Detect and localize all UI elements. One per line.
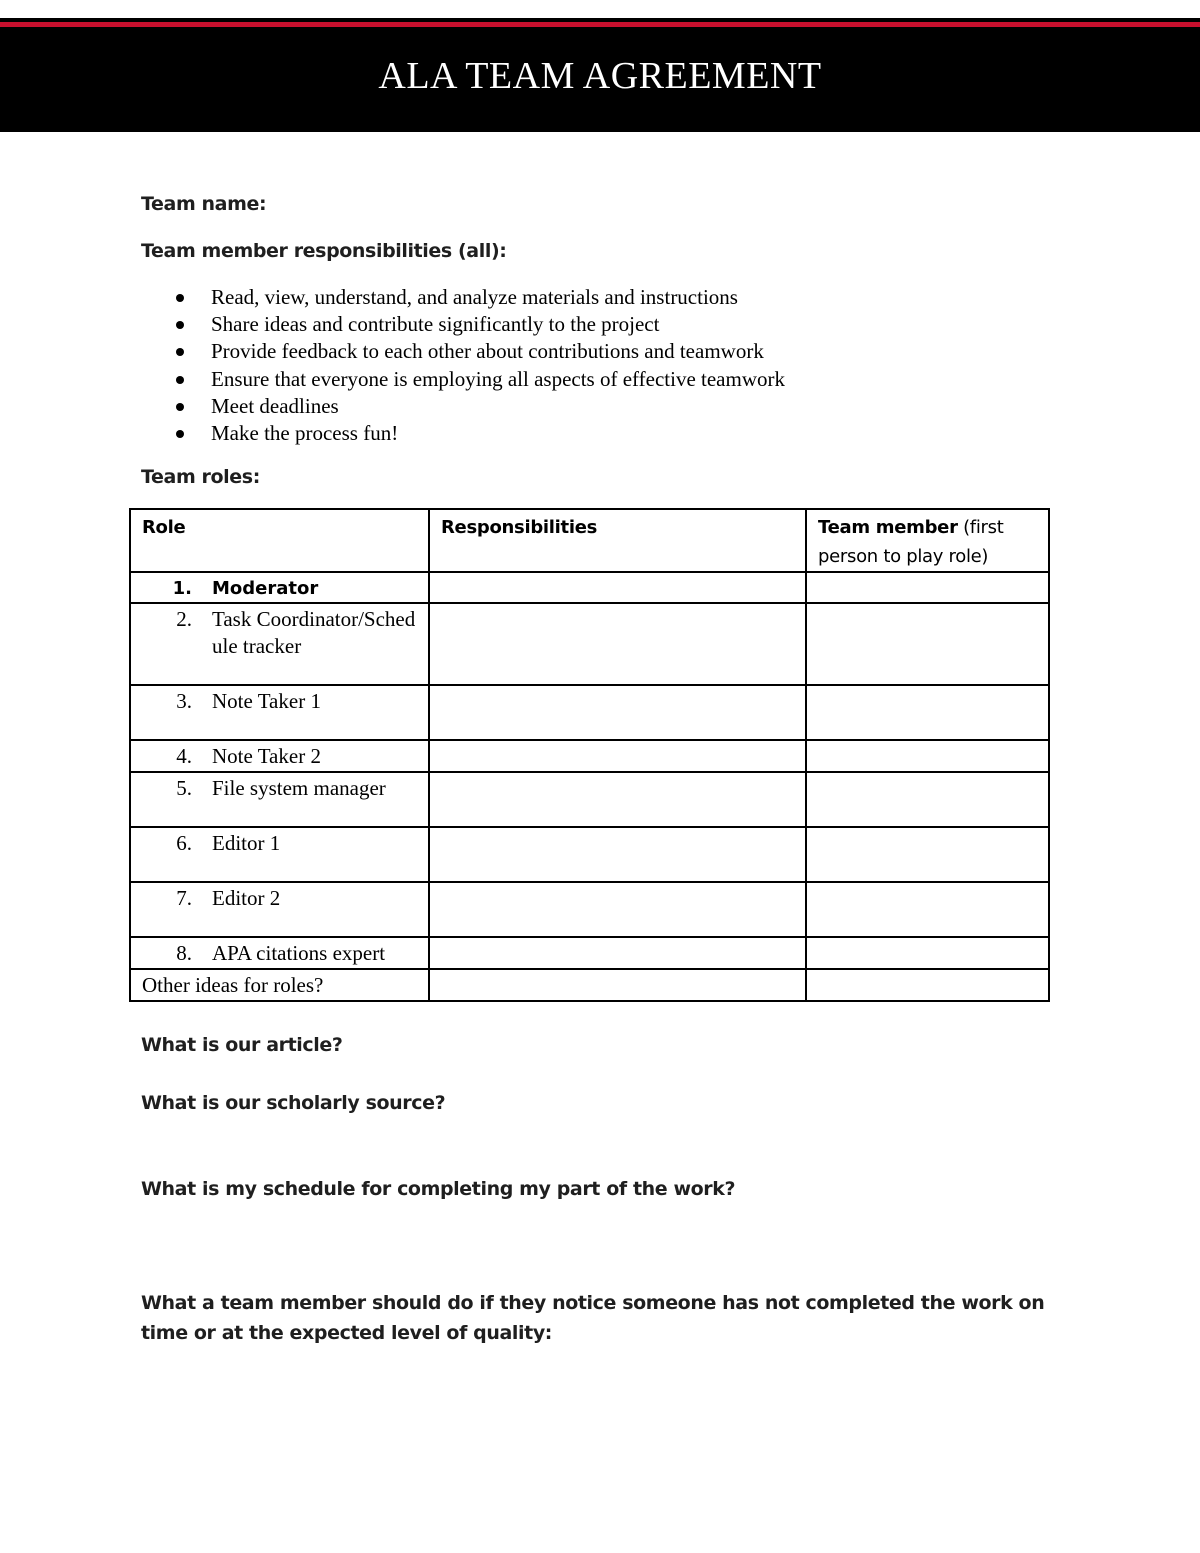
bullet-icon	[176, 348, 184, 356]
role-name: Editor 2	[212, 886, 281, 910]
role-number: 7.	[176, 886, 192, 910]
responsibilities-cell[interactable]	[429, 827, 806, 882]
role-name: Task Coordinator/Schedule tracker	[212, 607, 416, 658]
role-cell	[130, 572, 429, 603]
role-name: Moderator	[212, 578, 319, 599]
role-name: APA citations expert	[212, 941, 386, 965]
responsibilities-list	[172, 284, 785, 447]
role-number: 8.	[176, 941, 192, 965]
header-team-member-bold: Team member	[818, 517, 958, 538]
role-number: 3.	[176, 689, 192, 713]
list-item	[172, 393, 785, 420]
list-item	[172, 420, 785, 447]
team-member-cell[interactable]	[806, 772, 1049, 827]
team-member-cell[interactable]	[806, 572, 1049, 603]
header-responsibilities: Responsibilities	[429, 509, 806, 572]
responsibilities-cell[interactable]	[429, 772, 806, 827]
header-team-member	[806, 509, 1049, 572]
team-member-cell[interactable]	[806, 937, 1049, 969]
table-row	[130, 772, 1049, 827]
role-cell	[130, 772, 429, 827]
role-number: 2.	[176, 607, 192, 631]
table-row	[130, 685, 1049, 740]
team-member-cell[interactable]	[806, 603, 1049, 685]
responsibilities-cell[interactable]	[429, 572, 806, 603]
role-name: Editor 1	[212, 831, 281, 855]
list-item-text: Share ideas and contribute significantly to the project	[211, 312, 660, 337]
role-number: 5.	[176, 776, 192, 800]
table-row	[130, 740, 1049, 772]
list-item-text: Ensure that everyone is employing all aspects of effective teamwork	[211, 366, 785, 391]
table-row	[130, 603, 1049, 685]
responsibilities-cell[interactable]	[429, 937, 806, 969]
question-article: What is our article?	[141, 1034, 343, 1056]
role-cell	[130, 685, 429, 740]
question-schedule: What is my schedule for completing my part of the work?	[141, 1178, 736, 1200]
role-cell	[130, 937, 429, 969]
list-item-text: Make the process fun!	[211, 421, 399, 446]
responsibilities-cell[interactable]	[429, 603, 806, 685]
responsibilities-cell[interactable]	[429, 685, 806, 740]
role-cell	[130, 827, 429, 882]
question-quality: What a team member should do if they notice someone has not completed the work on time or at the expected level of quality:	[141, 1292, 1045, 1344]
team-member-cell[interactable]	[806, 969, 1049, 1001]
header-stripe	[0, 22, 1200, 27]
team-member-cell[interactable]	[806, 740, 1049, 772]
page-title: ALA TEAM AGREEMENT	[378, 55, 822, 97]
question-scholarly-source: What is our scholarly source?	[141, 1092, 446, 1114]
responsibilities-cell[interactable]	[429, 882, 806, 937]
role-number: 4.	[176, 744, 192, 768]
other-roles-cell	[130, 969, 429, 1001]
role-name: Note Taker 1	[212, 689, 321, 713]
bullet-icon	[176, 376, 184, 384]
roles-table	[129, 508, 1050, 1002]
role-number: 1.	[172, 578, 192, 599]
bullet-icon	[176, 294, 184, 302]
bullet-icon	[176, 321, 184, 329]
list-item-text: Provide feedback to each other about contributions and teamwork	[211, 339, 764, 364]
team-name-label: Team name:	[141, 193, 267, 215]
table-header-row	[130, 509, 1049, 572]
other-roles-label: Other ideas for roles?	[142, 973, 324, 997]
table-row	[130, 937, 1049, 969]
role-cell	[130, 882, 429, 937]
role-name: Note Taker 2	[212, 744, 321, 768]
table-row	[130, 882, 1049, 937]
table-row	[130, 572, 1049, 603]
list-item	[172, 284, 785, 311]
list-item	[172, 338, 785, 365]
list-item-text: Meet deadlines	[211, 393, 339, 418]
table-row	[130, 969, 1049, 1001]
responsibilities-label: Team member responsibilities (all):	[141, 240, 507, 262]
list-item-text: Read, view, understand, and analyze materials and instructions	[211, 285, 738, 309]
list-item	[172, 311, 785, 338]
role-name: File system manager	[212, 776, 386, 800]
team-member-cell[interactable]	[806, 685, 1049, 740]
team-member-cell[interactable]	[806, 827, 1049, 882]
header-role: Role	[130, 509, 429, 572]
list-item	[172, 366, 785, 393]
table-row	[130, 827, 1049, 882]
responsibilities-cell[interactable]	[429, 969, 806, 1001]
bullet-icon	[176, 403, 184, 411]
responsibilities-cell[interactable]	[429, 740, 806, 772]
team-member-cell[interactable]	[806, 882, 1049, 937]
header-team-member-note: (first person to play role)	[818, 517, 1004, 567]
team-roles-label: Team roles:	[141, 466, 260, 488]
role-cell	[130, 603, 429, 685]
role-number: 6.	[176, 831, 192, 855]
bullet-icon	[176, 430, 184, 438]
role-cell	[130, 740, 429, 772]
